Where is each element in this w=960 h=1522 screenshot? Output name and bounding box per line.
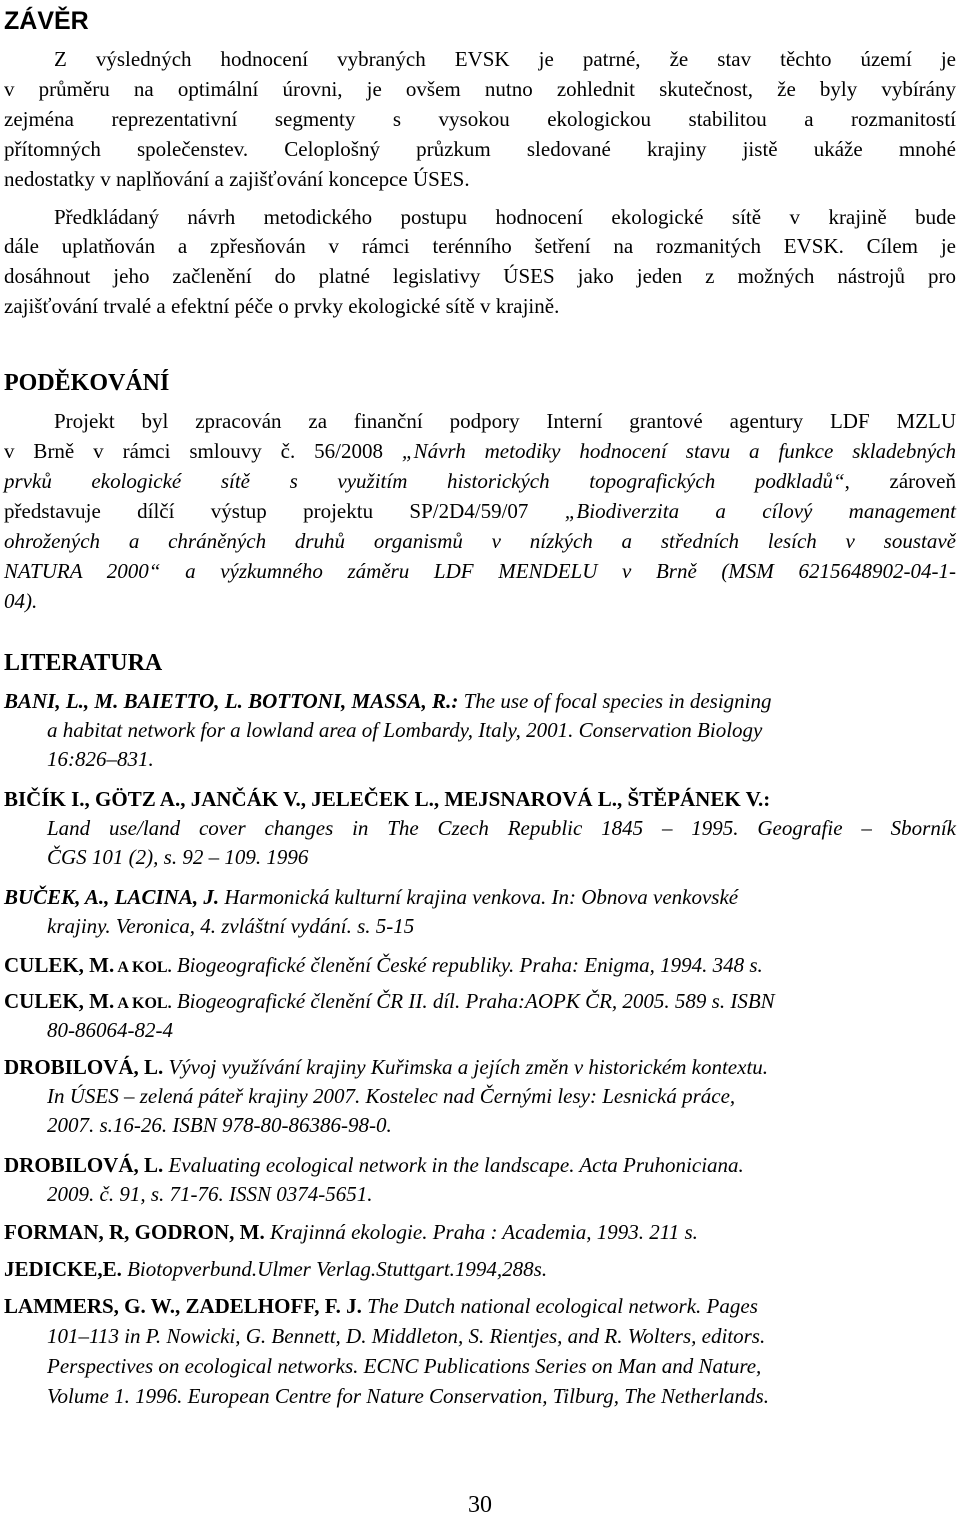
reference-10	[4, 1292, 956, 1321]
zaver-p2-line-3: dosáhnout jeho začlenění do platné legislativy ÚSES jako jeden z možných nástrojů pro	[4, 264, 956, 288]
reference-text: Biogeografické členění ČR II. díl. Praha:AOPK ČR, 2005. 589 s. ISBN	[171, 989, 775, 1013]
reference-text: The use of focal species in designing	[458, 689, 772, 713]
reference-text: Krajinná ekologie. Praha : Academia, 1993. 211 s.	[264, 1220, 698, 1244]
reference-9	[4, 1255, 956, 1284]
zaver-p1-line-3: zejména reprezentativní segmenty s vysokou ekologickou stabilitou a rozmanitostí	[4, 107, 956, 131]
reference-coauthors: A KOL.	[114, 959, 172, 976]
podekovani-line-5: ohrožených a chráněných druhů organismů v nízkých a středních lesích v soustavě	[4, 529, 956, 553]
reference-10-cont-3: Volume 1. 1996. European Centre for Nature Conservation, Tilburg, The Netherlands.	[47, 1384, 769, 1408]
section-heading-zaver: ZÁVĚR	[4, 7, 89, 35]
podekovani-line-4	[4, 497, 956, 526]
reference-2-cont-2: ČGS 101 (2), s. 92 – 109. 1996	[47, 845, 309, 869]
podekovani-line-3	[4, 467, 956, 496]
project-title-1: „Návrh metodiky hodnocení stavu a funkce skladebných	[401, 439, 956, 463]
reference-text: Vývoj využívání krajiny Kuřimska a jejích změn v historickém kontextu.	[163, 1055, 769, 1079]
reference-3-cont-1: krajiny. Veronica, 4. zvláštní vydání. s. 5-15	[47, 914, 415, 938]
reference-author: JEDICKE,E.	[4, 1257, 122, 1281]
page-number: 30	[468, 1492, 492, 1518]
zaver-p1-line-1: Z výsledných hodnocení vybraných EVSK je patrné, že stav těchto území je	[54, 47, 956, 71]
reference-text: Biogeografické členění České republiky. Praha: Enigma, 1994. 348 s.	[171, 953, 763, 977]
podekovani-line-3-text: , zároveň	[844, 469, 956, 493]
reference-coauthors: A KOL.	[114, 995, 172, 1012]
reference-10-cont-1: 101–113 in P. Nowicki, G. Bennett, D. Middleton, S. Rientjes, and R. Wolters, editors.	[47, 1324, 766, 1348]
reference-text: Evaluating ecological network in the landscape. Acta Pruhoniciana.	[163, 1153, 744, 1177]
reference-author: DROBILOVÁ, L.	[4, 1055, 164, 1079]
zaver-p2-line-1: Předkládaný návrh metodického postupu hodnocení ekologické sítě v krajině bude	[54, 205, 956, 229]
reference-1-cont-2: 16:826–831.	[47, 747, 154, 771]
podekovani-line-4-text: představuje dílčí výstup projektu SP/2D4/59/07	[4, 499, 565, 523]
reference-author: LAMMERS, G. W., ZADELHOFF, F. J.	[4, 1294, 362, 1318]
reference-1-cont-1: a habitat network for a lowland area of Lombardy, Italy, 2001. Conservation Biology	[47, 718, 763, 742]
reference-author: DROBILOVÁ, L.	[4, 1153, 164, 1177]
podekovani-line-6: NATURA 2000“ a výzkumného záměru LDF MENDELU v Brně (MSM 6215648902-04-1-	[4, 559, 956, 583]
reference-author: FORMAN, R, GODRON, M.	[4, 1220, 265, 1244]
reference-5-cont-1: 80-86064-82-4	[47, 1018, 173, 1042]
reference-3	[4, 883, 956, 912]
podekovani-line-2-text: v Brně v rámci smlouvy č. 56/2008	[4, 439, 402, 463]
project-title-1-cont: prvků ekologické sítě s využitím historických topografických podkladů“	[4, 469, 845, 493]
reference-text: Biotopverbund.Ulmer Verlag.Stuttgart.1994,288s.	[121, 1257, 548, 1281]
project-title-2: „Biodiverzita a cílový management	[564, 499, 956, 523]
zaver-p2-line-4: zajišťování trvalé a efektní péče o prvky ekologické sítě v krajině.	[4, 294, 560, 318]
podekovani-line-1: Projekt byl zpracován za finanční podpory Interní grantové agentury LDF MZLU	[54, 409, 956, 433]
reference-text: Harmonická kulturní krajina venkova. In: Obnova venkovské	[219, 885, 739, 909]
reference-10-cont-2: Perspectives on ecological networks. ECNC Publications Series on Man and Nature,	[47, 1354, 762, 1378]
zaver-p1-line-5: nedostatky v naplňování a zajišťování koncepce ÚSES.	[4, 167, 470, 191]
reference-text: The Dutch national ecological network. Pages	[361, 1294, 758, 1318]
reference-7	[4, 1151, 956, 1180]
reference-2	[4, 785, 956, 814]
podekovani-line-2	[4, 437, 956, 466]
reference-1	[4, 687, 956, 716]
reference-6-cont-1: In ÚSES – zelená páteř krajiny 2007. Kostelec nad Černými lesy: Lesnická práce,	[47, 1084, 736, 1108]
reference-author: BANI, L., M. BAIETTO, L. BOTTONI, MASSA, R.:	[4, 689, 459, 713]
reference-2-cont-1: Land use/land cover changes in The Czech Republic 1845 – 1995. Geografie – Sborník	[47, 816, 956, 840]
reference-author: BUČEK, A., LACINA, J.	[4, 885, 220, 909]
reference-8	[4, 1218, 956, 1247]
section-heading-podekovani: PODĚKOVÁNÍ	[4, 370, 170, 396]
podekovani-line-7: 04).	[4, 589, 38, 613]
section-heading-literatura: LITERATURA	[4, 650, 163, 676]
zaver-p1-line-2: v průměru na optimální úrovni, je ovšem nutno zohlednit skutečnost, že byly vybírány	[4, 77, 956, 101]
reference-6	[4, 1053, 956, 1082]
reference-4	[4, 951, 956, 982]
reference-6-cont-2: 2007. s.16-26. ISBN 978-80-86386-98-0.	[47, 1113, 392, 1137]
reference-author: BIČÍK I., GÖTZ A., JANČÁK V., JELEČEK L., MEJSNAROVÁ L., ŠTĚPÁNEK V.:	[4, 787, 771, 811]
zaver-p1-line-4: přítomných společenstev. Celoplošný průzkum sledované krajiny jistě ukáže mnohé	[4, 137, 956, 161]
reference-author: CULEK, M.	[4, 989, 115, 1013]
reference-7-cont-1: 2009. č. 91, s. 71-76. ISSN 0374-5651.	[47, 1182, 373, 1206]
zaver-p2-line-2: dále uplatňován a zpřesňován v rámci terénního šetření na rozmanitých EVSK. Cílem je	[4, 234, 956, 258]
reference-5	[4, 987, 956, 1018]
reference-author: CULEK, M.	[4, 953, 115, 977]
